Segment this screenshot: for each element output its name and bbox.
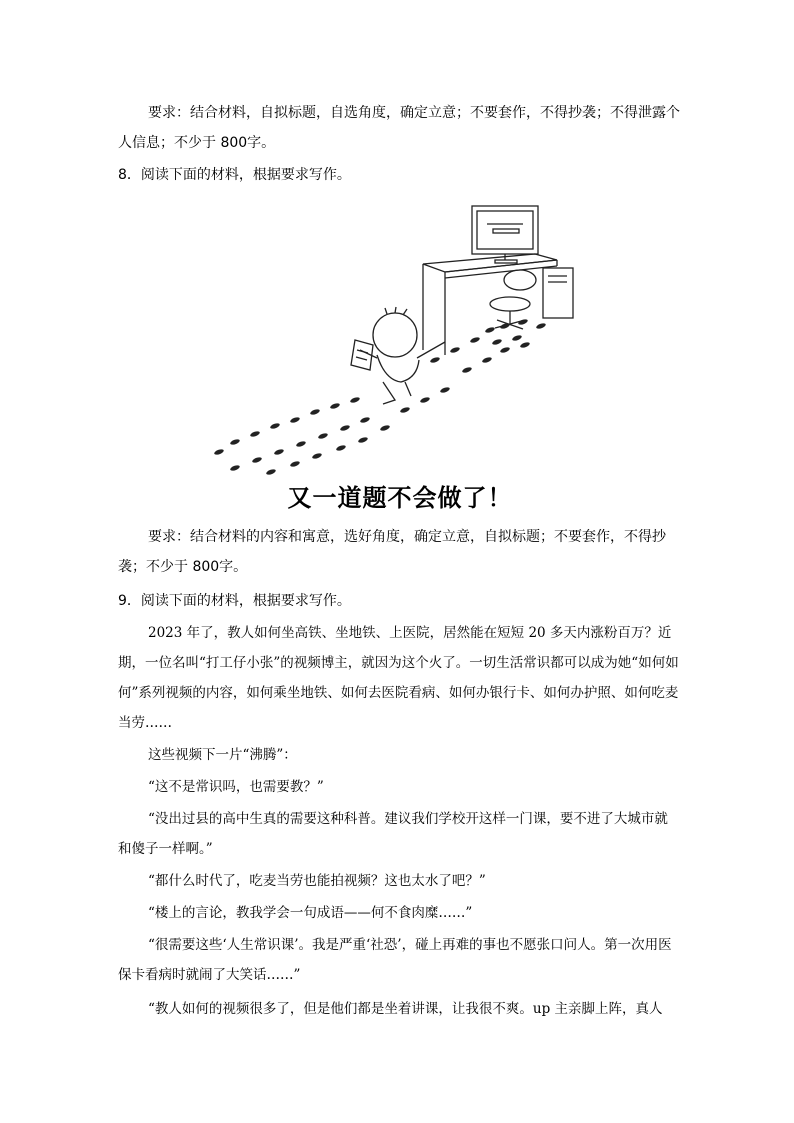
q9-paragraph: “都什么时代了，吃麦当劳也能拍视频？这也太水了吧？”	[148, 873, 486, 889]
q9-paragraph: “这不是常识吗，也需要教？”	[148, 779, 324, 795]
q9-paragraph: “没出过县的高中生真的需要这种科普。建议我们学校开这样一门课，要不进了大城市就和傻子一样啊。”	[118, 811, 668, 857]
q7-requirement: 要求：结合材料，自拟标题，自选角度，确定立意；不要套作，不得抄袭；不得泄露个人信息；不少于 800字。	[118, 105, 680, 151]
q9-heading: 9．阅读下面的材料，根据要求写作。	[118, 593, 351, 609]
q9-paragraph: 2023 年了，教人如何坐高铁、坐地铁、上医院，居然能在短短 20 多天内涨粉百万？近期，一位名叫“打工仔小张”的视频博主，就因为这个火了。一切生活常识都可以成为她“如何如何”系列视频的内容，如何乘坐地铁、如何去医院看病、如何办银行卡、如何办护照、如何吃麦当劳……	[118, 625, 679, 731]
q8-heading: 8．阅读下面的材料，根据要求写作。	[118, 167, 351, 183]
q9-paragraph: “楼上的言论，教我学会一句成语——何不食肉糜……”	[148, 905, 473, 921]
cartoon-caption: 又一道题不会做了！	[287, 484, 513, 512]
q8-requirement: 要求：结合材料的内容和寓意，选好角度，确定立意，自拟标题；不要套作，不得抄袭；不少于 800字。	[118, 529, 666, 575]
cartoon-illustration	[205, 200, 595, 480]
q9-paragraph: “教人如何的视频很多了，但是他们都是坐着讲课，让我很不爽。up 主亲脚上阵，真人	[148, 1001, 663, 1017]
q9-paragraph: “很需要这些‘人生常识课’。我是严重‘社恐’，碰上再难的事也不愿张口问人。第一次用医保卡看病时就闹了大笑话……”	[118, 937, 672, 983]
q9-paragraph: 这些视频下一片“沸腾”：	[148, 747, 297, 763]
